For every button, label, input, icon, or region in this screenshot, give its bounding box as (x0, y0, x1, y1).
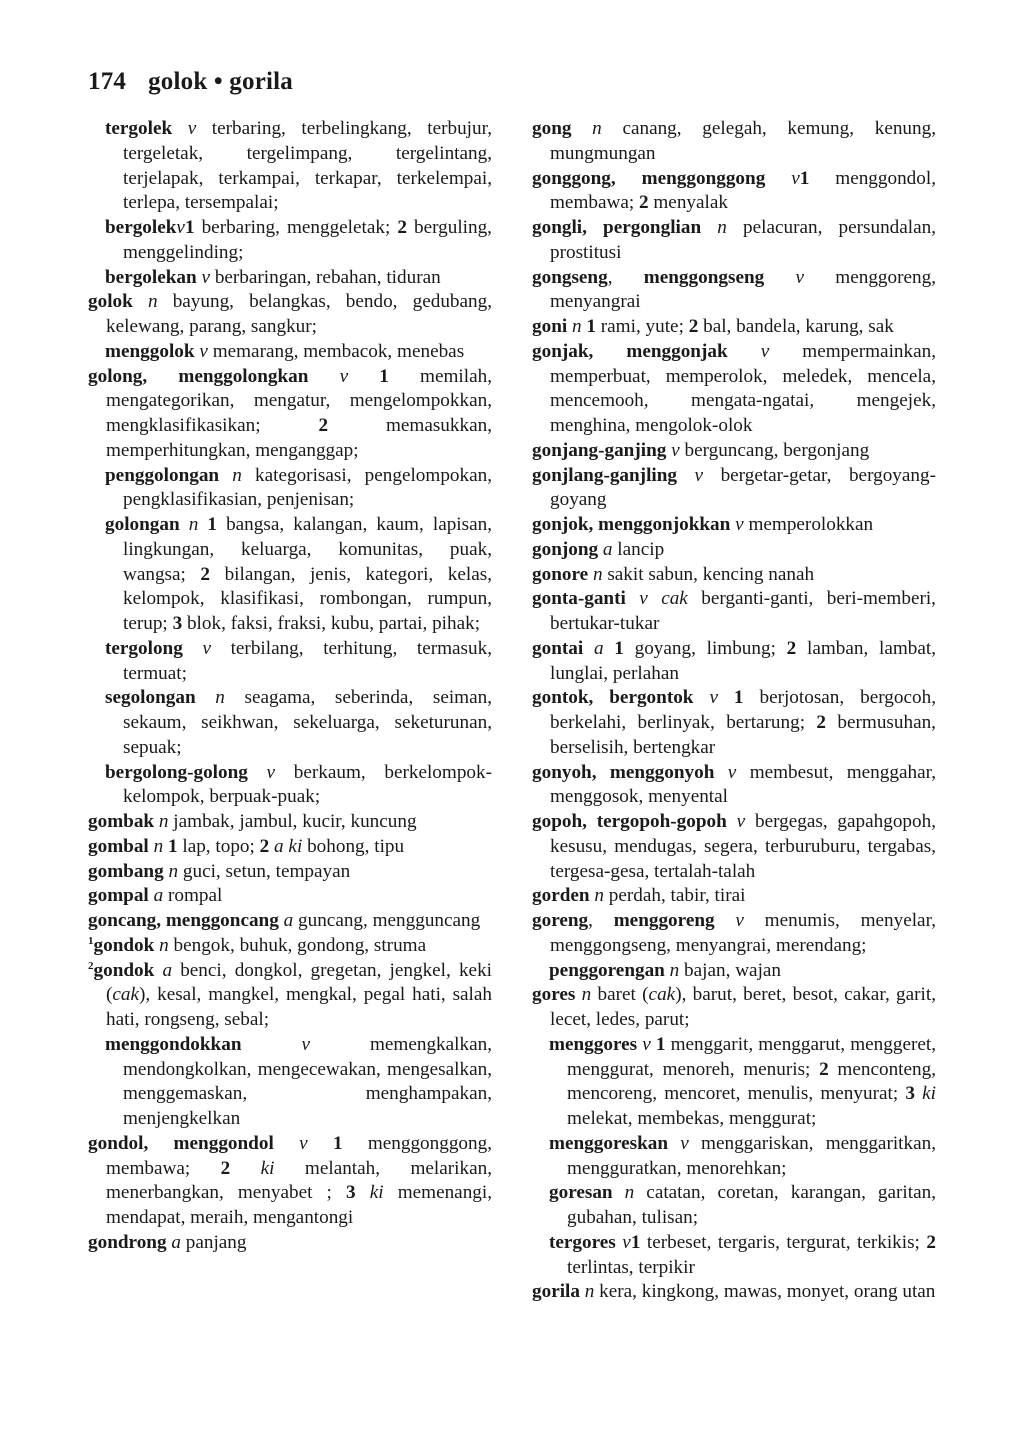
dictionary-entry (88, 860, 492, 885)
headword: gopoh, tergopoh-gopoh (532, 811, 727, 832)
definition-text (248, 762, 267, 783)
definition-text: bilangan, jenis, kategori, kelas, kelompok, klasifikasi, rombongan, rumpun, terup; (123, 563, 492, 634)
definition-text: bengok, buhuk, gondong, struma (168, 934, 427, 956)
dictionary-entry (532, 761, 936, 811)
part-of-speech: v (201, 266, 211, 288)
part-of-speech: a (162, 959, 173, 981)
definition-text: catatan, coretan, karangan, garitan, gubahan, tulisan; (567, 1182, 936, 1228)
part-of-speech: n (669, 959, 680, 981)
headword: gombal (88, 835, 149, 857)
definition-text: berguling, menggelinding; (123, 217, 492, 263)
part-of-speech: v (791, 167, 800, 189)
definition-text: melantah, melarikan, menerbangkan, menyabet ; (106, 1157, 492, 1204)
definition-text: berguncang, bergonjang (679, 439, 870, 461)
definition-text (765, 168, 791, 189)
headword: gongseng (532, 266, 608, 288)
part-of-speech: v (680, 1132, 689, 1154)
part-of-speech: a (171, 1231, 181, 1253)
definition-text (348, 366, 379, 387)
definition-text (183, 638, 203, 659)
headword: gombak (88, 811, 155, 832)
definition-text: berbaring, menggeletak; (194, 217, 398, 238)
headword: bergolekan (105, 266, 197, 288)
definition-text: menyalak (648, 192, 728, 214)
dictionary-entry (532, 637, 936, 687)
part-of-speech: n (592, 118, 602, 139)
part-of-speech: v (735, 514, 744, 535)
definition-text: berbaringan, rebahan, tiduran (210, 266, 441, 288)
definition-text (718, 687, 734, 708)
definition-text: lap, topo; (177, 835, 260, 857)
headword: tergolong (105, 637, 183, 659)
dictionary-entry (532, 810, 936, 884)
definition-text: terbilang, terhitung, termasuk, termuat; (123, 637, 493, 684)
definition-text: mempermainkan, memperbuat, memperolok, meledek, mencela, mencemooh, mengata-ngatai, mengejek, menghina, mengolok-olok (550, 340, 936, 436)
definition-text (701, 217, 717, 238)
definition-text (356, 1182, 370, 1203)
definition-text: bal, bandela, karung, sak (698, 316, 894, 337)
headword: 2 (259, 835, 270, 857)
part-of-speech: a (153, 885, 164, 907)
part-of-speech: v (642, 1033, 651, 1055)
part-of-speech: v (795, 266, 805, 288)
dictionary-entry (532, 340, 936, 439)
definition-text: lancip (612, 538, 665, 560)
headword: 1 (655, 1033, 666, 1055)
part-of-speech: v (187, 118, 197, 139)
definition-text: menggondol, membawa; (550, 167, 936, 214)
definition-text (714, 762, 727, 783)
sub-entry (105, 464, 492, 514)
part-of-speech: ki (260, 1157, 275, 1179)
definition-text: berjotosan, bergocoh, berkelahi, berlinyak, bertarung; (550, 687, 936, 733)
definition-text (133, 291, 148, 312)
headword: gondol, menggondol (88, 1132, 274, 1154)
headword: 2 (318, 415, 329, 436)
definition-text: menggariskan, menggaritkan, mengguratkan, menorehkan; (567, 1132, 936, 1179)
definition-text: terbaring, terbelingkang, terbujur, tergeletak, tergelimpang, tergelintang, terjelapak, terkampai, terkapar, terkelempai, terlepa, tersempalai; (123, 118, 493, 214)
definition-text: memilah, mengategorikan, mengatur, mengelompokkan, mengklasifikasikan; (106, 365, 492, 436)
headword: gondok (93, 959, 155, 981)
definition-text: memengkalkan, mendongkolkan, mengecewakan, mengesalkan, menggemaskan, menghampakan, menjengkelkan (123, 1033, 493, 1129)
headword: 3 (905, 1083, 915, 1105)
part-of-speech: n (581, 984, 592, 1006)
definition-text (677, 465, 695, 486)
definition-text: bergegas, gapahgopoh, kesusu, mendugas, segera, terburuburu, tergabas, tergesa-gesa, tertalah-talah (550, 811, 937, 882)
definition-text (180, 514, 189, 535)
sub-entry (105, 686, 492, 760)
part-of-speech: n (168, 860, 179, 882)
sub-entry (105, 513, 492, 637)
headword: menggoreskan (549, 1132, 669, 1154)
headword: tergolek (105, 118, 173, 139)
part-of-speech: a (602, 538, 613, 560)
definition-text: lamban, lambat, lunglai, perlahan (550, 637, 937, 684)
sub-entry (549, 1231, 936, 1281)
definition-text: rompal (163, 885, 223, 907)
right-column (532, 117, 936, 1305)
definition-text: memenangi, mendapat, meraih, mengantongi (106, 1182, 493, 1228)
sub-entry (549, 1033, 936, 1132)
definition-text: rami, yute; (595, 316, 689, 337)
headword: gondrong (88, 1231, 167, 1253)
headword: 1 (799, 167, 810, 189)
definition-text (727, 811, 737, 832)
definition-text (219, 465, 232, 486)
definition-text: guncang, mengguncang (293, 910, 481, 931)
part-of-speech: v (176, 217, 185, 238)
dictionary-entry (532, 439, 936, 464)
headword: gonjang-ganjing (532, 439, 667, 461)
definition-text: kera, kingkong, mawas, monyet, orang utan (594, 1281, 936, 1303)
headword: 1 (207, 514, 217, 535)
page-header (88, 68, 293, 96)
headword: bergolong-golong (105, 761, 248, 783)
headword: 3 (172, 613, 183, 634)
definition-text: pelacuran, persundalan, prostitusi (550, 217, 937, 263)
headword: gongli, pergonglian (532, 217, 702, 238)
part-of-speech: ki (369, 1182, 384, 1204)
dictionary-entry (532, 464, 936, 514)
headword: menggoreng (613, 910, 715, 931)
part-of-speech: v cak (639, 588, 688, 610)
definition-text: perdah, tabir, tirai (603, 885, 746, 907)
definition-text: guci, setun, tempayan (178, 860, 351, 882)
definition-text (604, 638, 615, 659)
headword: gonore (532, 563, 589, 585)
definition-text: terbeset, tergaris, tergurat, terkikis; (640, 1231, 927, 1253)
homonym-number: 1 (88, 934, 94, 947)
part-of-speech: v (199, 340, 208, 362)
dictionary-entry (88, 934, 492, 959)
part-of-speech: n (717, 217, 727, 238)
headword: golok (88, 291, 133, 313)
dictionary-entry (532, 513, 936, 538)
headword: goni (532, 316, 568, 337)
definition-text: bohong, tipu (302, 835, 405, 857)
headword: 1 (379, 365, 389, 387)
headword: 2 (816, 712, 827, 733)
headword: goreng (532, 910, 589, 931)
definition-text: melekat, membekas, menggurat; (567, 1108, 817, 1129)
headword: gonjlang-ganjling (532, 464, 678, 486)
dictionary-entry (532, 909, 936, 959)
definition-text: baret ( (591, 984, 649, 1006)
part-of-speech: v (622, 1231, 631, 1253)
definition-text (172, 118, 188, 139)
headword: gonta-ganti (532, 588, 626, 610)
definition-text (613, 1182, 625, 1203)
definition-text: jambak, jambul, kucir, kuncung (168, 811, 417, 832)
dictionary-entry (88, 884, 492, 909)
definition-text: menumis, menyelar, menggongseng, menyangrai, merendang; (550, 910, 936, 956)
definition-text: ), kesal, mangkel, mengkal, pegal hati, salah hati, rongseng, sebal; (106, 984, 492, 1030)
headword: 2 (786, 637, 797, 659)
headword: 1 (184, 217, 195, 238)
dictionary-entry (88, 909, 492, 934)
part-of-speech: n (584, 1281, 595, 1303)
headword: gondok (93, 934, 155, 956)
part-of-speech: a (283, 910, 294, 931)
part-of-speech: n (188, 514, 199, 535)
dictionary-entry (88, 365, 492, 464)
headword: 2 (926, 1231, 936, 1253)
definition-text: memarang, membacok, menebas (207, 340, 465, 362)
headword: gonggong, menggonggong (532, 167, 766, 189)
definition-text: menggonggong, membawa; (106, 1132, 493, 1179)
headword: 2 (220, 1157, 231, 1179)
dictionary-entry (532, 587, 936, 637)
part-of-speech: n (153, 835, 164, 857)
definition-text: berganti-ganti, beri-memberi, bertukar-tukar (550, 588, 936, 634)
part-of-speech: v (694, 464, 704, 486)
dictionary-entry (532, 884, 936, 909)
definition-text: bangsa, kalangan, kaum, lapisan, lingkungan, keluarga, komunitas, puak, wangsa; (123, 514, 493, 585)
headword: gonjok, menggonjokkan (532, 514, 731, 535)
definition-text (571, 118, 592, 139)
page-title: golok • gorila (148, 68, 293, 95)
part-of-speech: n (215, 687, 225, 709)
sub-entry (105, 761, 492, 811)
part-of-speech: n (572, 316, 582, 337)
headword: goresan (549, 1182, 613, 1204)
definition-text: memperolokkan (743, 514, 874, 535)
part-of-speech: v (671, 439, 680, 461)
dictionary-entry (532, 266, 936, 316)
headword: gonyoh, menggonyoh (532, 761, 715, 783)
homonym-number: 2 (88, 959, 94, 972)
headword: 1 (332, 1132, 343, 1154)
part-of-speech: v (727, 761, 737, 783)
headword: 1 (167, 835, 178, 857)
part-of-speech: a ki (274, 835, 303, 857)
part-of-speech: cak (648, 984, 676, 1006)
sub-entry (105, 1033, 492, 1132)
headword: bergolek (105, 217, 177, 238)
part-of-speech: n (147, 291, 158, 313)
definition-text (583, 638, 594, 659)
definition-text: berkaum, berkelompok-kelompok, berpuak-puak; (123, 761, 492, 808)
headword: menggondokkan (105, 1033, 242, 1055)
part-of-speech: n (232, 464, 242, 486)
definition-text (668, 1133, 680, 1154)
part-of-speech: n (159, 934, 169, 956)
definition-text: , (588, 910, 614, 931)
headword: 2 (397, 217, 407, 238)
definition-text: menggoreng, menyangrai (550, 266, 936, 313)
part-of-speech: v (299, 1132, 308, 1154)
sub-entry (105, 216, 492, 266)
headword: menggores (549, 1033, 638, 1055)
definition-text (308, 366, 339, 387)
definition-text: membesut, menggahar, menggosok, menyental (550, 761, 937, 808)
dictionary-entry (532, 1280, 936, 1305)
headword: tergores (549, 1231, 616, 1253)
headword: penggorengan (549, 959, 665, 981)
definition-text (274, 1133, 299, 1154)
dictionary-entry (532, 315, 936, 340)
definition-text: , (607, 266, 644, 288)
definition-text: terlintas, terpikir (567, 1256, 695, 1278)
headword: segolongan (105, 687, 196, 709)
headword: menggolok (105, 340, 195, 362)
headword: golong, menggolongkan (88, 365, 309, 387)
dictionary-entry (532, 538, 936, 563)
definition-text: bermusuhan, berselisih, bertengkar (550, 712, 936, 758)
part-of-speech: n (158, 811, 169, 832)
definition-text: memasukkan, memperhitungkan, menganggap; (106, 415, 492, 461)
definition-text: ), barut, beret, besot, cakar, garit, lecet, ledes, parut; (550, 984, 936, 1030)
dictionary-entry (88, 1231, 492, 1256)
definition-text: bajan, wajan (679, 959, 782, 981)
sub-entry (105, 117, 492, 216)
part-of-speech: ki (922, 1083, 937, 1105)
headword: gonjong (532, 538, 599, 560)
headword: 1 (586, 316, 596, 337)
headword: gores (532, 984, 576, 1006)
headword: menggongseng (643, 266, 765, 288)
headword: gompal (88, 885, 149, 907)
dictionary-entry (88, 835, 492, 860)
dictionary-entry (532, 117, 936, 167)
definition-text: panjang (180, 1231, 247, 1253)
headword: 1 (614, 637, 624, 659)
sub-entry (105, 266, 492, 291)
part-of-speech: v (709, 687, 718, 709)
part-of-speech: v (760, 340, 770, 362)
dictionary-entry (88, 1132, 492, 1231)
definition-text: sakit sabun, kencing nanah (602, 563, 815, 585)
dictionary-entry (532, 983, 936, 1033)
dictionary-entry (532, 216, 936, 266)
definition-text (308, 1133, 333, 1154)
dictionary-entry (88, 810, 492, 835)
part-of-speech: v (339, 365, 349, 387)
headword: gontai (532, 637, 584, 659)
definition-text: bergetar-getar, bergoyang-goyang (550, 464, 936, 511)
dictionary-entry (88, 290, 492, 340)
headword: goncang, menggoncang (88, 910, 279, 931)
sub-entry (105, 340, 492, 365)
definition-text: menggarit, menggarut, menggeret, menggurat, menoreh, menuris; (567, 1033, 936, 1080)
definition-text: blok, faksi, fraksi, kubu, partai, pihak; (182, 613, 481, 634)
part-of-speech: v (735, 910, 744, 931)
definition-text (715, 910, 736, 931)
definition-text (230, 1158, 260, 1179)
part-of-speech: v (266, 761, 276, 783)
dictionary-entry (532, 686, 936, 760)
sub-entry (105, 637, 492, 687)
headword: golongan (105, 514, 180, 535)
headword: gombang (88, 860, 164, 882)
headword: 1 (733, 687, 744, 709)
definition-text (693, 687, 709, 708)
definition-text: benci, dongkol, gregetan, jengkel, keki ( (106, 959, 492, 1006)
headword: gontok, bergontok (532, 687, 694, 709)
sub-entry (549, 1181, 936, 1231)
part-of-speech: v (736, 811, 746, 832)
part-of-speech: v (301, 1033, 311, 1055)
definition-text: bayung, belangkas, bendo, gedubang, kelewang, parang, sangkur; (106, 291, 493, 337)
part-of-speech: cak (112, 984, 140, 1006)
definition-text (728, 341, 761, 362)
dictionary-entry (532, 563, 936, 588)
definition-text: canang, gelegah, kemung, kenung, mungmungan (550, 118, 937, 164)
headword: 2 (688, 316, 699, 337)
part-of-speech: v (202, 637, 211, 659)
left-column (88, 117, 492, 1256)
page-number: 174 (88, 68, 127, 95)
definition-text (242, 1034, 302, 1055)
headword: gorden (532, 885, 590, 907)
headword: penggolongan (105, 464, 220, 486)
definition-text (764, 267, 795, 288)
definition-text (626, 588, 639, 609)
dictionary-entry (88, 959, 492, 1033)
headword: 2 (638, 192, 649, 214)
definition-text: seagama, seberinda, seiman, sekaum, seikhwan, sekeluarga, seketurunan, sepuak; (123, 687, 493, 758)
definition-text: kategorisasi, pengelompokan, pengklasifikasian, penjenisan; (123, 464, 493, 511)
sub-entry (549, 959, 936, 984)
headword: 1 (630, 1231, 641, 1253)
headword: gong (532, 118, 572, 139)
definition-text (196, 687, 216, 708)
headword: 3 (346, 1182, 356, 1204)
definition-text: menconteng, mencoreng, mencoret, menulis, menyurat; (567, 1058, 936, 1105)
headword: gorila (532, 1281, 580, 1303)
dictionary-entry (532, 167, 936, 217)
part-of-speech: n (592, 563, 603, 585)
part-of-speech: a (593, 637, 604, 659)
headword: 2 (200, 563, 211, 585)
part-of-speech: n (624, 1182, 635, 1204)
sub-entry (549, 1132, 936, 1182)
part-of-speech: n (594, 885, 604, 907)
headword: gonjak, menggonjak (532, 340, 728, 362)
headword: 2 (819, 1058, 829, 1080)
definition-text: goyang, limbung; (623, 637, 787, 659)
